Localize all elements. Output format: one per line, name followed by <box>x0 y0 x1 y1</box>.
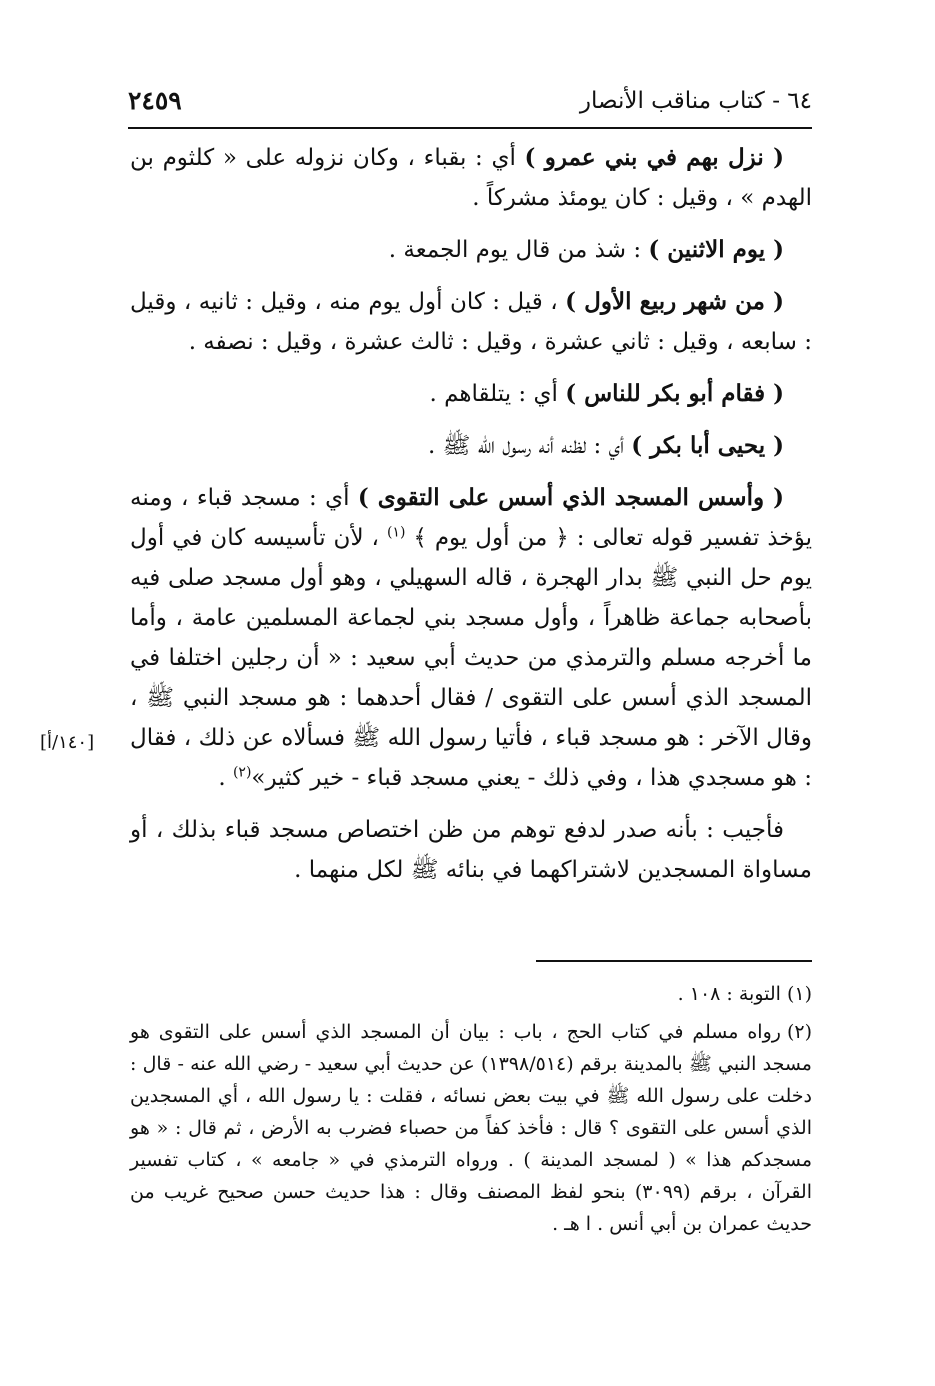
commentary-text: ، قيل : كان أول يوم منه ، وقيل : ثانيه ، وقيل : سابعه ، وقيل : ثاني عشرة ، وقيل : ثالث عشرة ، وقيل : نصفه . <box>130 289 812 355</box>
footnote <box>130 978 812 1010</box>
commentary-paragraph <box>130 478 812 798</box>
lemma-text: ( من شهر ربيع الأول ) <box>565 288 784 315</box>
commentary-text: أي : بقباء ، وكان نزوله على « كلثوم بن الهدم » ، وقيل : كان يومئذ مشركاً . <box>130 145 812 211</box>
lemma-text: ( نزل بهم في بني عمرو ) <box>524 144 784 171</box>
lemma-text: ( وأسس المسجد الذي أسس على التقوى ) <box>357 484 784 511</box>
commentary-paragraph <box>130 138 812 218</box>
footnote-reference[interactable]: (٢) <box>232 764 252 781</box>
commentary-text: ، لأن تأسيسه كان في أول يوم حل النبي ﷺ بدار الهجرة ، قاله السهيلي ، وهو أول مسجد صلى فيه بأصحابه جماعة ظاهراً ، وأول مسجد بني لجماعة المسلمين عامة ، وأما ما أخرجه مسلم والترمذي من حديث أبي سعيد : « أن رجلين اختلفا في المسجد الذي أسس على التقوى / فقال أحدهما : هو مسجد النبي ﷺ ، وقال الآخر : هو مسجد قباء ، فأتيا رسول الله ﷺ فسألاه عن ذلك ، فقال : هو مسجدي هذا ، وفي ذلك - يعني مسجد قباء - خير كثير» <box>130 525 812 791</box>
commentary-paragraph <box>130 282 812 362</box>
chapter-title: ٦٤ - كتاب مناقب الأنصار <box>579 88 812 114</box>
main-text <box>130 138 812 902</box>
footnote-number: (١) <box>786 983 812 1005</box>
footnote-text: التوبة : ١٠٨ . <box>677 983 781 1005</box>
lemma-text: ( يوم الاثنين ) <box>648 236 784 263</box>
commentary-text: أي : مسجد قباء ، ومنه يؤخذ تفسير قوله تعالى : ﴿ من أول يوم ﴾ <box>130 485 812 551</box>
commentary-paragraph <box>130 810 812 890</box>
commentary-text: : شذ من قال يوم الجمعة . <box>388 237 649 263</box>
running-header <box>128 86 812 126</box>
commentary-paragraph <box>130 426 812 466</box>
commentary-paragraph <box>130 230 812 270</box>
commentary-text: أي : يتلقاهم . <box>429 381 566 407</box>
commentary-text: أي : لظنه أنه رسول الله ﷺ . <box>428 433 632 459</box>
footnote-divider <box>536 960 812 962</box>
commentary-paragraph <box>130 374 812 414</box>
commentary-text: فأجيب : بأنه صدر لدفع توهم من ظن اختصاص مسجد قباء بذلك ، أو مساواة المسجدين لاشتراكهما في بنائه ﷺ لكل منهما . <box>130 817 812 883</box>
footnote-number: (٢) <box>786 1021 812 1043</box>
header-divider <box>128 127 812 129</box>
page-number: ٢٤٥٩ <box>128 86 182 115</box>
lemma-text: ( يحيى أبا بكر ) <box>631 432 784 459</box>
footnote <box>130 1016 812 1240</box>
footnotes-section <box>130 978 812 1246</box>
footnote-text: رواه مسلم في كتاب الحج ، باب : بيان أن المسجد الذي أسس على التقوى هو مسجد النبي ﷺ بالمدينة برقم (١٣٩٨/٥١٤) عن حديث أبي سعيد - رضي الله عنه - قال : دخلت على رسول الله ﷺ في بيت بعض نسائه ، فقلت : يا رسول الله ، أي المسجدين الذي أسس على التقوى ؟ قال : فأخذ كفاً من حصباء فضرب به الأرض ، ثم قال : « هو مسجدكم هذا » ( لمسجد المدينة ) . ورواه الترمذي في « جامعه » ، كتاب تفسير القرآن ، برقم (٣٠٩٩) بنحو لفظ المصنف وقال : هذا حديث حسن صحيح غريب من حديث عمران بن أبي أنس . ا هـ . <box>130 1021 812 1235</box>
lemma-text: ( فقام أبو بكر للناس ) <box>565 380 784 407</box>
footnote-reference[interactable]: (١) <box>386 524 406 541</box>
commentary-text: . <box>218 765 233 791</box>
manuscript-folio-marker: [١٤٠/أ] <box>40 732 95 753</box>
